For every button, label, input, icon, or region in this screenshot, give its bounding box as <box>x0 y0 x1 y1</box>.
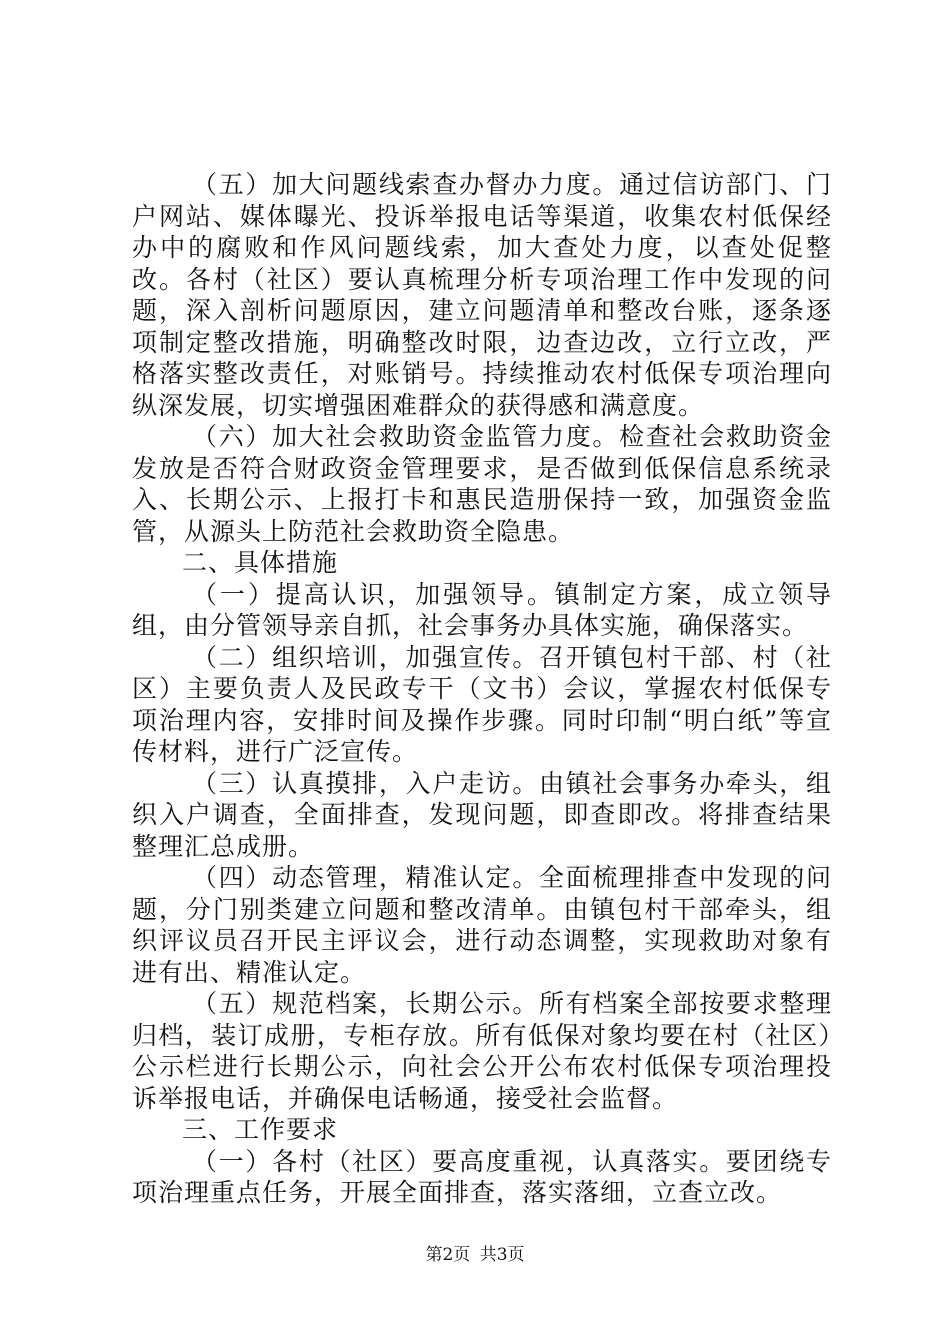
paragraph-body: （四）动态管理，精准认定。全面梳理排查中发现的问题，分门别类建立问题和整改清单。由镇包村干部牵头，组织评议员召开民主评议会，进行动态调整，实现救助对象有进有出、精准认定。 <box>132 863 832 987</box>
paragraph-body: （五）加大问题线索查办督办力度。通过信访部门、门户网站、媒体曝光、投诉举报电话等渠道，收集农村低保经办中的腐败和作风问题线索，加大查处力度，以查处促整改。各村（社区）要认真梳理分析专项治理工作中发现的问题，深入剖析问题原因，建立问题清单和整改台账，逐条逐项制定整改措施，明确整改时限，边查边改，立行立改，严格落实整改责任，对账销号。持续推动农村低保专项治理向纵深发展，切实增强困难群众的获得感和满意度。 <box>132 170 832 420</box>
page-number: 第2页 <box>425 1245 471 1265</box>
section-heading: 三、工作要求 <box>182 1115 339 1144</box>
page-footer <box>0 1244 950 1266</box>
paragraph-body: （二）组织培训，加强宣传。召开镇包村干部、村（社区）主要负责人及民政专干（文书）会议，掌握农村低保专项治理内容，安排时间及操作步骤。同时印制“明白纸”等宣传材料，进行广泛宣传。 <box>132 642 832 766</box>
document-body <box>132 169 832 1209</box>
paragraph-body: （一）提高认识，加强领导。镇制定方案，成立领导组，由分管领导亲自抓，社会事务办具体实施，确保落实。 <box>132 579 832 640</box>
page-total: 共3页 <box>479 1245 525 1265</box>
paragraph-body: （一）各村（社区）要高度重视，认真落实。要团绕专项治理重点任务，开展全面排查，落实落细，立查立改。 <box>132 1146 832 1207</box>
section-heading: 二、具体措施 <box>182 548 339 577</box>
paragraph-body: （六）加大社会救助资金监管力度。检查社会救助资金发放是否符合财政资金管理要求，是否做到低保信息系统录入、长期公示、上报打卡和惠民造册保持一致，加强资金监管，从源头上防范社会救助资全隐患。 <box>132 422 832 546</box>
paragraph-body: （三）认真摸排，入户走访。由镇社会事务办牵头，组织入户调查，全面排查，发现问题，即查即改。将排查结果整理汇总成册。 <box>132 768 832 861</box>
paragraph-body: （五）规范档案，长期公示。所有档案全部按要求整理归档，装订成册，专柜存放。所有低保对象均要在村（社区）公示栏进行长期公示，向社会公开公布农村低保专项治理投诉举报电话，并确保电话畅通，接受社会监督。 <box>132 989 832 1113</box>
